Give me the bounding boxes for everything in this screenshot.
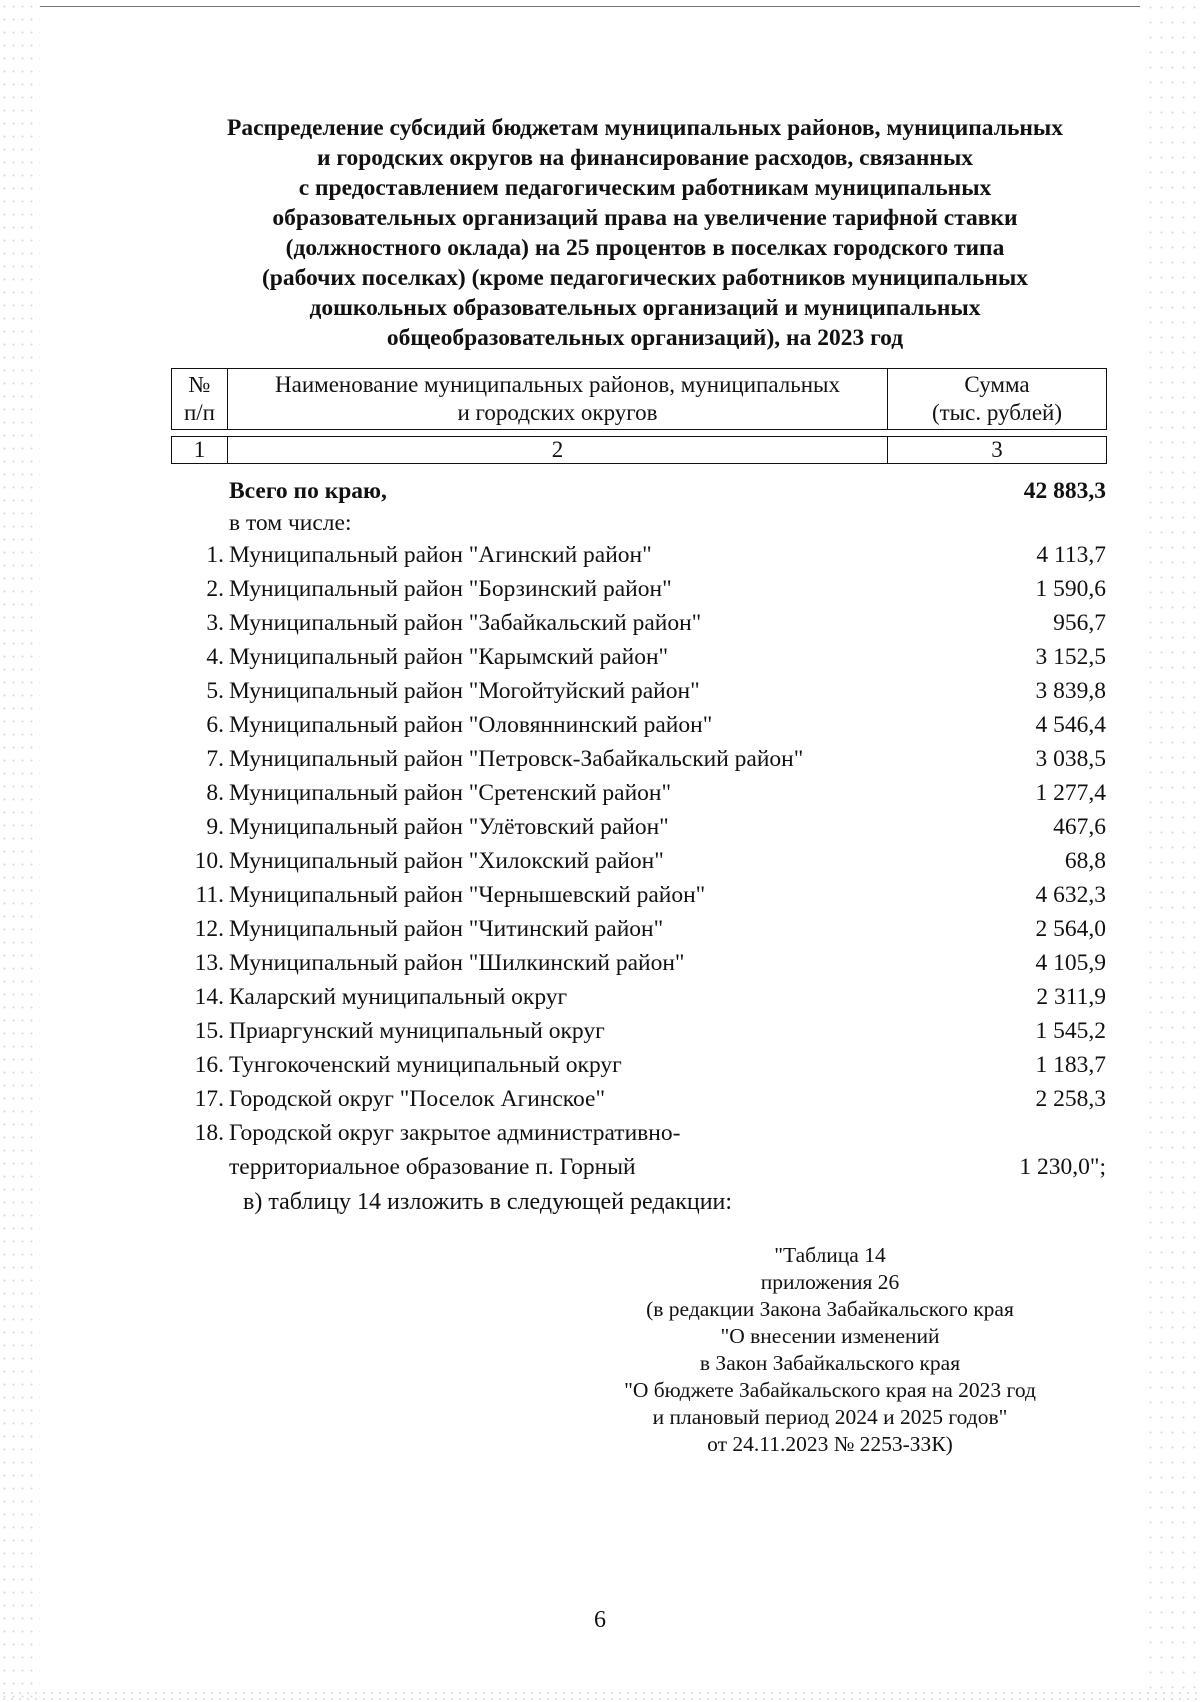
district-rows [171, 538, 1106, 1184]
row-number: 13. [194, 950, 224, 976]
row-name: Муниципальный район "Карымский район" [229, 644, 669, 670]
document-title: Распределение субсидий бюджетам муниципальных районов, муниципальных и городских округов на финансирование расходов, связанных с предоставлением педагогическим работникам муниципальных образовательных организаций права на увеличение тарифной ставки (должностного оклада) на 25 процентов в поселках городского типа (рабочих поселках) (кроме педагогических работников муниципальных дошкольных образовательных организаций и муниципальных общеобразовательных организаций), на 2023 год [226, 115, 1064, 351]
row-value: 4 105,9 [1035, 950, 1106, 976]
row-number: 2. [206, 576, 224, 602]
subtotal-row [171, 508, 1106, 538]
row-value: 4 546,4 [1035, 712, 1106, 738]
table-header [171, 368, 1107, 464]
table-row [171, 776, 1106, 810]
row-name-line-2: территориальное образование п. Горный [229, 1154, 636, 1180]
column-number-3: 3 [888, 437, 1107, 464]
row-name: Муниципальный район "Агинский район" [229, 542, 652, 568]
row-name: Приаргунский муниципальный округ [229, 1018, 605, 1044]
row-number: 14. [194, 984, 224, 1010]
row-value: 2 311,9 [1036, 984, 1106, 1010]
row-number: 10. [194, 848, 224, 874]
table-row [171, 1014, 1106, 1048]
row-number: 6. [206, 712, 224, 738]
column-number-2: 2 [228, 437, 888, 464]
subtotal-label: в том числе: [229, 510, 352, 536]
table-row [171, 708, 1106, 742]
appendix-note: "Таблица 14 приложения 26 (в редакции Закона Забайкальского края "О внесении изменений в Закон Забайкальского края "О бюджете Забайкальского края на 2023 год и плановый период 2024 и 2025 годов" от 24.11.2023 № 2253-ЗЗК) [624, 1243, 1036, 1456]
total-label: Всего по краю, [229, 478, 387, 504]
row-name: Муниципальный район "Борзинский район" [229, 576, 672, 602]
row-name: Муниципальный район "Могойтуйский район" [229, 678, 700, 704]
row-number: 18. [194, 1120, 224, 1146]
table-row [171, 1082, 1106, 1116]
scan-noise-left [0, 0, 40, 1702]
scan-noise-bottom [0, 1690, 1200, 1702]
table-row [171, 810, 1106, 844]
table-row [171, 674, 1106, 708]
row-number: 9. [206, 814, 224, 840]
row-value: 3 839,8 [1035, 678, 1106, 704]
table-row [171, 946, 1106, 980]
row-name: Городской округ "Поселок Агинское" [229, 1086, 606, 1112]
row-value: 1 545,2 [1035, 1018, 1106, 1044]
row-number: 15. [194, 1018, 224, 1044]
row-number: 8. [206, 780, 224, 806]
row-value: 68,8 [1064, 848, 1106, 874]
total-value: 42 883,3 [1023, 478, 1106, 504]
scan-top-edge [40, 6, 1140, 7]
row-number: 16. [194, 1052, 224, 1078]
table-body [171, 474, 1106, 1184]
table-row [171, 878, 1106, 912]
row-value: 3 152,5 [1035, 644, 1106, 670]
row-number: 7. [206, 746, 224, 772]
row-value: 3 038,5 [1035, 746, 1106, 772]
row-name: Тунгокоченский муниципальный округ [229, 1052, 622, 1078]
row-value: 4 113,7 [1036, 542, 1106, 568]
row-number: 5. [206, 678, 224, 704]
row-name: Муниципальный район "Сретенский район" [229, 780, 672, 806]
row-value: 1 183,7 [1035, 1052, 1106, 1078]
row-value: 1 590,6 [1035, 576, 1106, 602]
scan-noise-right [1145, 0, 1200, 1702]
header-number: № п/п [172, 369, 228, 430]
row-value: 1 230,0"; [1019, 1154, 1106, 1180]
instruction-text: в) таблицу 14 изложить в следующей редакции: [243, 1189, 733, 1215]
header-name: Наименование муниципальных районов, муниципальных и городских округов [228, 369, 888, 430]
row-name: Муниципальный район "Петровск-Забайкальский район" [229, 746, 804, 772]
row-value: 956,7 [1053, 610, 1106, 636]
row-name: Муниципальный район "Забайкальский район" [229, 610, 702, 636]
row-name-line-1: Городской округ закрытое административно- [229, 1120, 681, 1146]
table-row [171, 742, 1106, 776]
table-row [171, 912, 1106, 946]
table-row [171, 844, 1106, 878]
row-value: 1 277,4 [1035, 780, 1106, 806]
row-number: 11. [195, 882, 224, 908]
total-row [171, 474, 1106, 508]
table-row [171, 640, 1106, 674]
table-row [171, 606, 1106, 640]
table-row [171, 572, 1106, 606]
row-name: Каларский муниципальный округ [229, 984, 568, 1010]
table-row [171, 980, 1106, 1014]
table-row [171, 1048, 1106, 1082]
row-name: Муниципальный район "Хилокский район" [229, 848, 664, 874]
row-name: Муниципальный район "Читинский район" [229, 916, 664, 942]
page-number: 6 [594, 1607, 606, 1633]
row-number: 1. [206, 542, 224, 568]
row-number: 17. [194, 1086, 224, 1112]
row-name: Муниципальный район "Чернышевский район" [229, 882, 706, 908]
table-row [171, 538, 1106, 572]
row-number: 4. [206, 644, 224, 670]
row-name [229, 1116, 929, 1184]
row-name: Муниципальный район "Оловяннинский район" [229, 712, 713, 738]
header-sum: Сумма (тыс. рублей) [888, 369, 1107, 430]
row-number: 12. [194, 916, 224, 942]
table-row [171, 1116, 1106, 1184]
row-name: Муниципальный район "Шилкинский район" [229, 950, 685, 976]
row-value: 4 632,3 [1035, 882, 1106, 908]
row-value: 2 564,0 [1035, 916, 1106, 942]
column-number-1: 1 [172, 437, 228, 464]
row-name: Муниципальный район "Улётовский район" [229, 814, 669, 840]
row-value: 2 258,3 [1035, 1086, 1106, 1112]
row-number: 3. [206, 610, 224, 636]
row-value: 467,6 [1053, 814, 1106, 840]
